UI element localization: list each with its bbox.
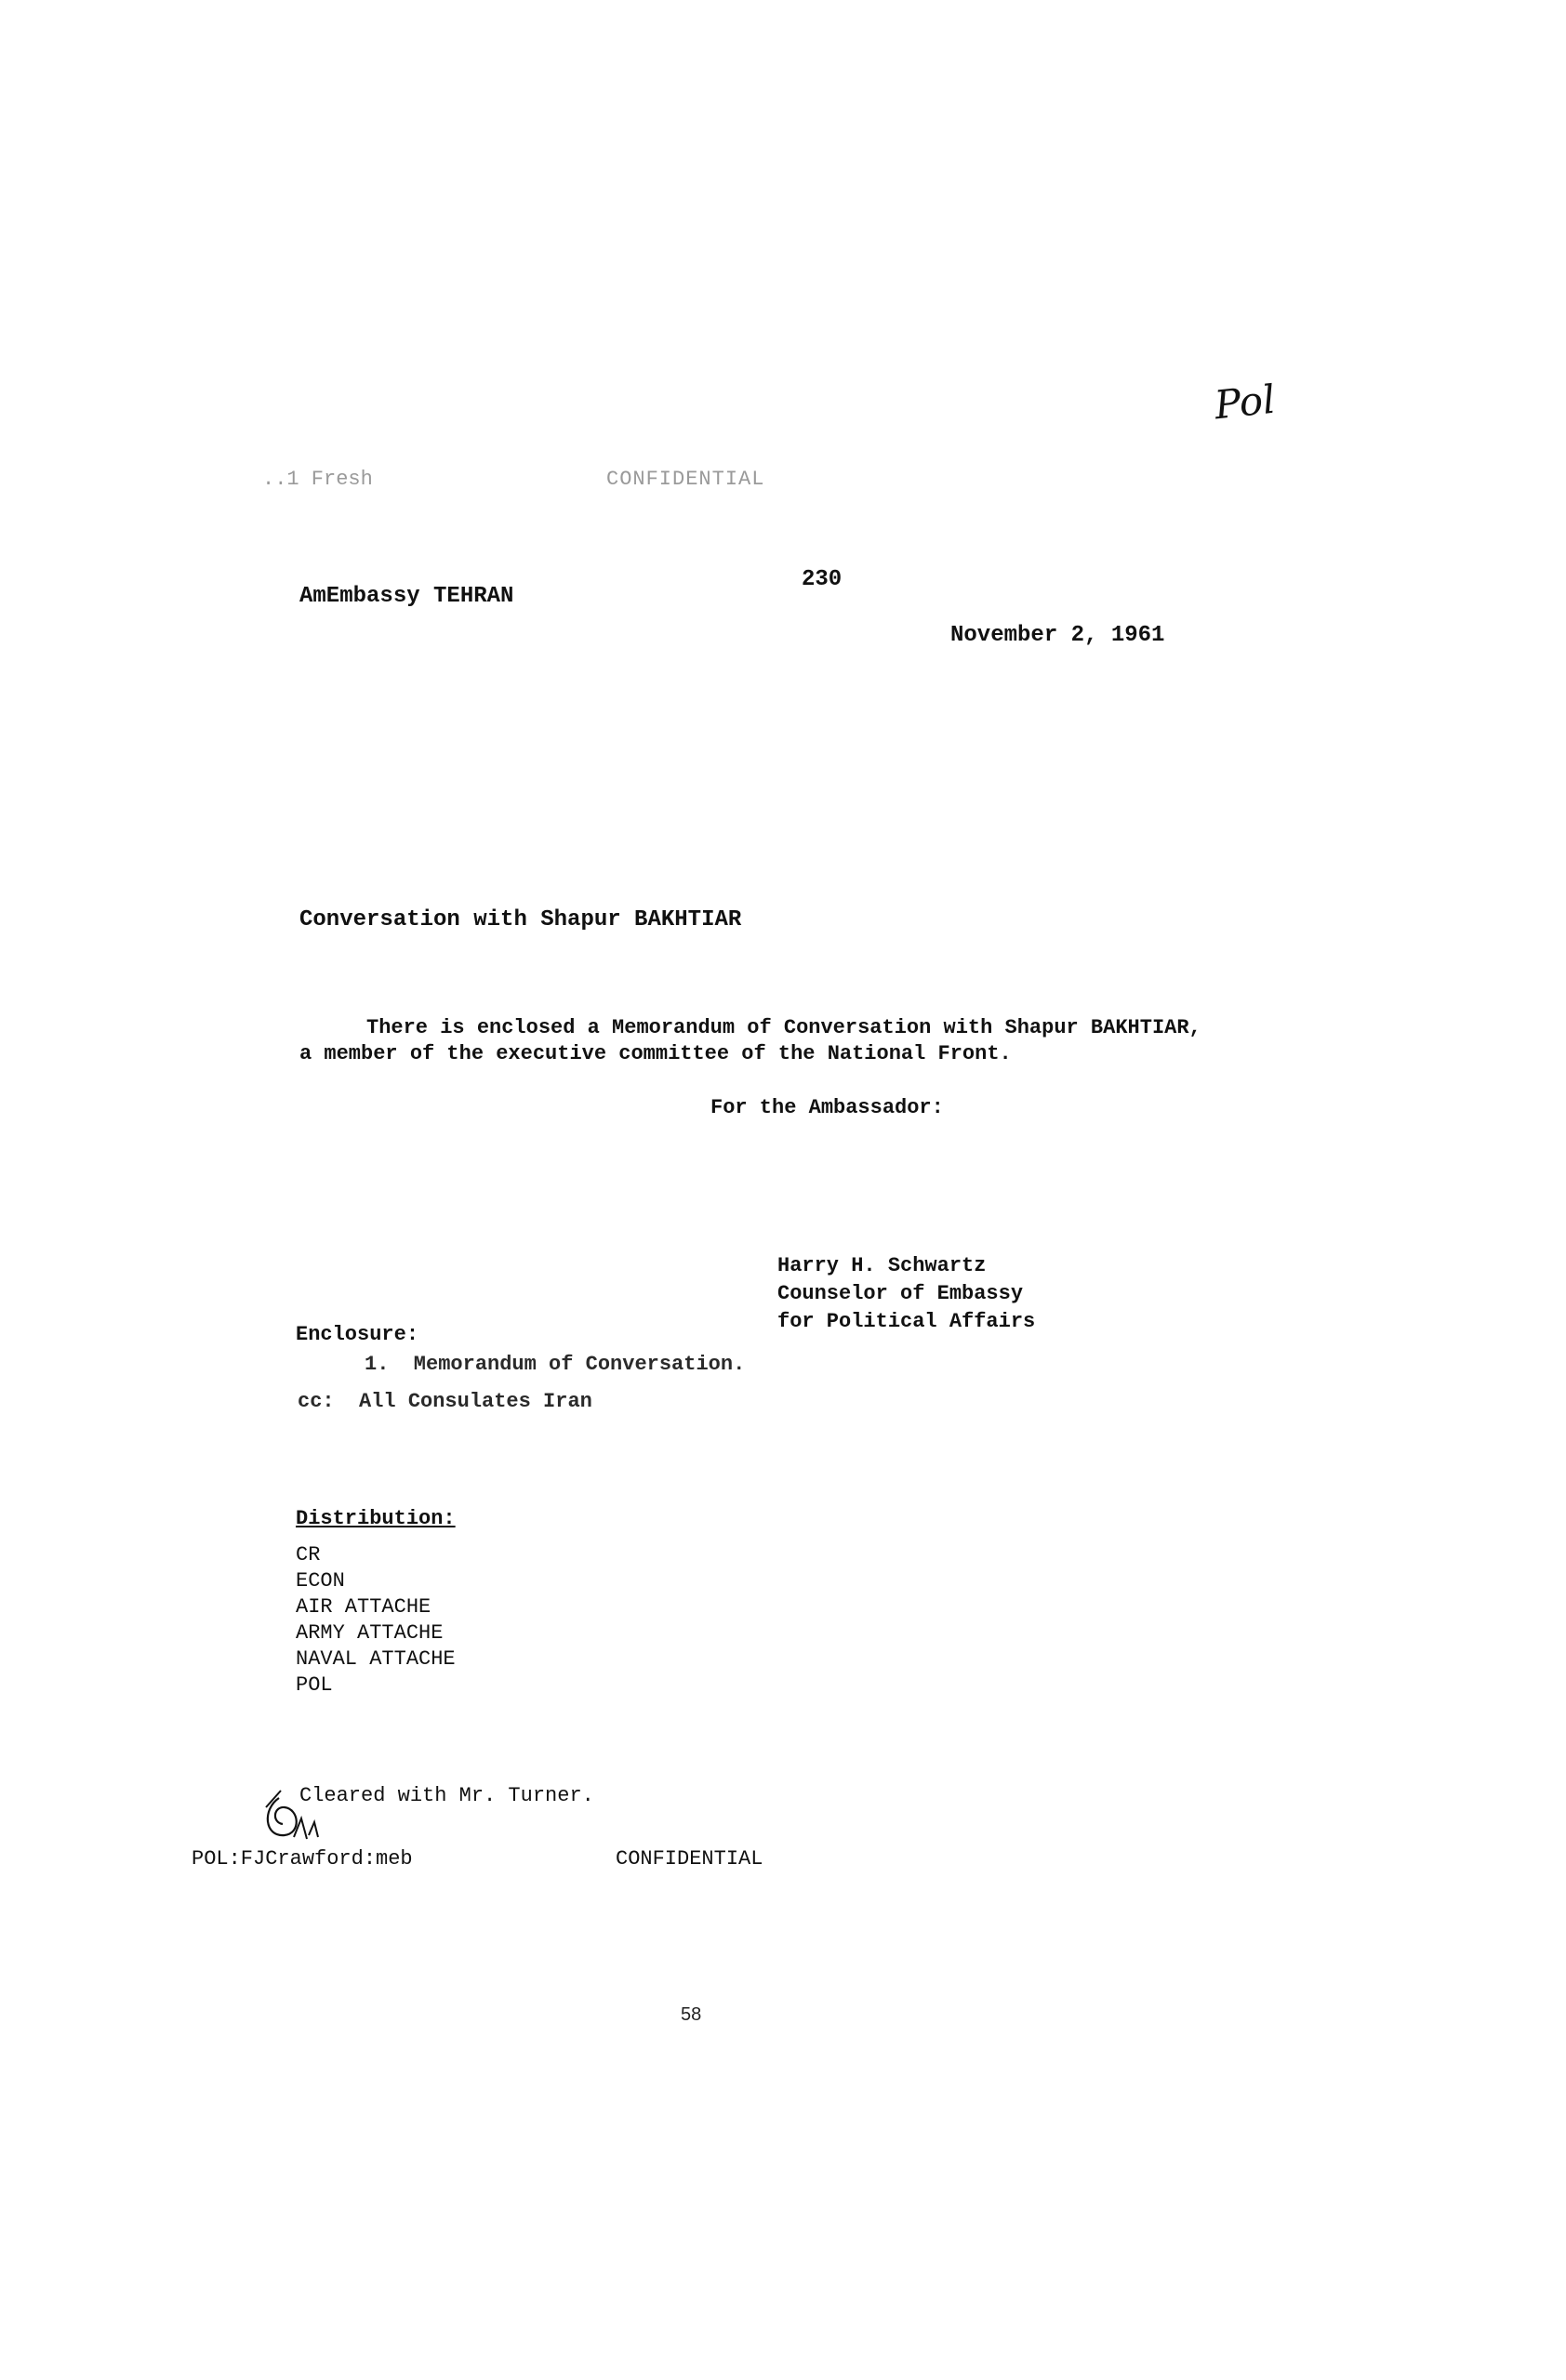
despatch-number: 230 [802, 567, 843, 592]
enclosure-item: 1. Memorandum of Conversation. [365, 1353, 746, 1376]
distribution-item: NAVAL ATTACHE [296, 1647, 456, 1671]
classification-bottom: CONFIDENTIAL [616, 1847, 763, 1871]
distribution-label: Distribution: [296, 1507, 456, 1530]
body-line-2: a member of the executive committee of the National Front. [299, 1042, 1012, 1065]
distribution-item: ECON [296, 1569, 345, 1593]
page-number: 58 [681, 2004, 702, 2025]
handwritten-pol-mark: Pol [1212, 376, 1278, 429]
drafter-line: POL:FJCrawford:meb [192, 1847, 413, 1871]
cc-line: cc: All Consulates Iran [298, 1390, 592, 1413]
from-post: AmEmbassy TEHRAN [299, 584, 514, 609]
distribution-item: ARMY ATTACHE [296, 1621, 444, 1645]
classification-top: CONFIDENTIAL [606, 468, 765, 491]
for-ambassador-line: For the Ambassador: [710, 1096, 944, 1119]
distribution-item: AIR ATTACHE [296, 1595, 431, 1619]
signer-title-1: Counselor of Embassy [777, 1282, 1024, 1305]
subject-line: Conversation with Shapur BAKHTIAR [299, 907, 742, 932]
distribution-item: CR [296, 1543, 321, 1567]
document-date: November 2, 1961 [950, 623, 1165, 648]
signer-name: Harry H. Schwartz [777, 1254, 987, 1277]
cleared-line: Cleared with Mr. Turner. [299, 1784, 594, 1807]
header-faint-text: ..1 Fresh [262, 468, 373, 491]
enclosure-label: Enclosure: [296, 1323, 419, 1346]
body-line-1: There is enclosed a Memorandum of Conversation with Shapur BAKHTIAR, [366, 1016, 1201, 1039]
signer-title-2: for Political Affairs [777, 1310, 1036, 1333]
distribution-item: POL [296, 1673, 333, 1697]
